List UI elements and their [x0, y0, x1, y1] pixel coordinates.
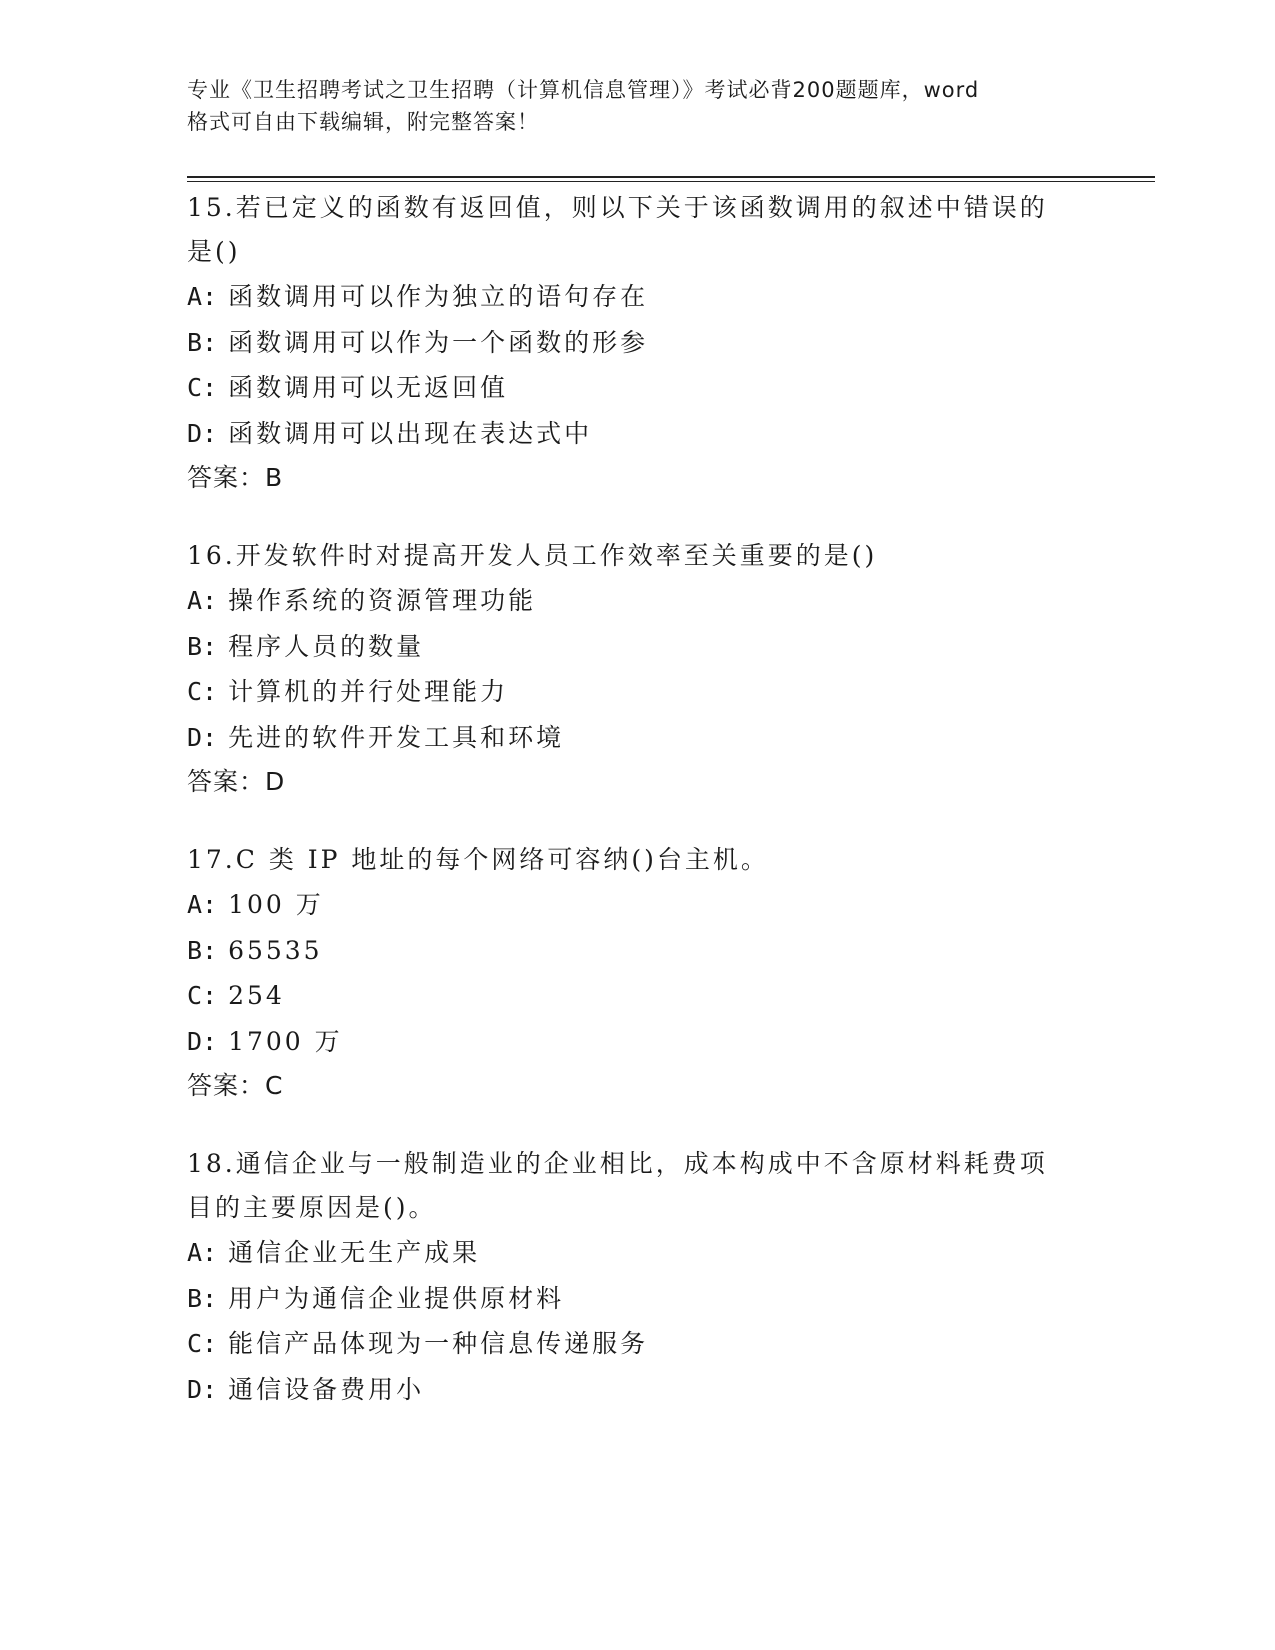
option-letter: D: — [187, 722, 218, 752]
option-letter: A: — [187, 282, 218, 311]
question-title-line-1: 18.通信企业与一般制造业的企业相比，成本构成中不含原材料耗费项 — [187, 1149, 1048, 1178]
option-text: 通信企业无生产成果 — [228, 1238, 481, 1267]
question-15 — [187, 186, 1087, 500]
option-text: 操作系统的资源管理功能 — [228, 586, 537, 615]
header-line-1: 专业《卫生招聘考试之卫生招聘（计算机信息管理）》考试必背200题题库，word — [187, 78, 980, 102]
option-b — [187, 320, 1087, 366]
option-text: 能信产品体现为一种信息传递服务 — [228, 1329, 649, 1358]
option-text: 计算机的并行处理能力 — [228, 677, 509, 706]
option-d — [187, 1019, 1087, 1065]
question-title — [187, 838, 1087, 882]
question-title-line-2: 目的主要原因是()。 — [187, 1193, 437, 1222]
option-b — [187, 928, 1087, 974]
option-text: 先进的软件开发工具和环境 — [228, 722, 565, 752]
option-letter: A: — [187, 586, 218, 615]
option-c — [187, 1321, 1087, 1367]
option-text: 程序人员的数量 — [228, 631, 425, 661]
question-17 — [187, 838, 1087, 1108]
option-letter: B: — [187, 327, 218, 357]
answer-label: 答案：C — [187, 1071, 284, 1100]
option-c — [187, 365, 1087, 411]
option-a — [187, 1230, 1087, 1276]
option-text: 100 万 — [228, 890, 324, 919]
option-d — [187, 715, 1087, 761]
option-letter: A: — [187, 1238, 218, 1267]
option-letter: D: — [187, 1026, 218, 1056]
question-title-line-2: 是() — [187, 237, 241, 266]
question-title — [187, 534, 1087, 578]
option-d — [187, 411, 1087, 457]
option-letter: B: — [187, 935, 218, 965]
question-title-line-1: 17.C 类 IP 地址的每个网络可容纳()台主机。 — [187, 845, 769, 874]
question-16 — [187, 534, 1087, 804]
option-text: 用户为通信企业提供原材料 — [228, 1283, 565, 1313]
option-a — [187, 882, 1087, 928]
option-text: 函数调用可以无返回值 — [228, 373, 509, 402]
option-text: 函数调用可以作为独立的语句存在 — [228, 282, 649, 311]
option-letter: D: — [187, 418, 218, 448]
answer-label: 答案：B — [187, 463, 284, 492]
option-letter: C: — [187, 677, 218, 706]
option-letter: B: — [187, 631, 218, 661]
option-c — [187, 973, 1087, 1019]
question-list — [187, 186, 1087, 1446]
question-title-line-1: 15.若已定义的函数有返回值，则以下关于该函数调用的叙述中错误的 — [187, 193, 1048, 222]
question-title — [187, 1142, 1087, 1230]
option-b — [187, 624, 1087, 670]
option-text: 65535 — [228, 935, 323, 965]
question-title-line-1: 16.开发软件时对提高开发人员工作效率至关重要的是() — [187, 541, 878, 570]
option-a — [187, 274, 1087, 320]
question-18 — [187, 1142, 1087, 1412]
option-letter: C: — [187, 981, 218, 1010]
header-divider-thick — [187, 176, 1155, 178]
option-b — [187, 1276, 1087, 1322]
option-text: 254 — [228, 981, 285, 1010]
answer-label: 答案：D — [187, 767, 286, 796]
option-letter: B: — [187, 1283, 218, 1313]
option-d — [187, 1367, 1087, 1413]
option-c — [187, 669, 1087, 715]
option-letter: D: — [187, 1374, 218, 1404]
option-text: 通信设备费用小 — [228, 1374, 425, 1404]
option-letter: A: — [187, 890, 218, 919]
option-letter: C: — [187, 373, 218, 402]
document-header — [187, 74, 1087, 138]
option-letter: C: — [187, 1329, 218, 1358]
header-divider-thin — [187, 181, 1155, 182]
option-text: 1700 万 — [228, 1026, 343, 1056]
question-title — [187, 186, 1087, 274]
header-line-2: 格式可自由下载编辑，附完整答案！ — [187, 110, 539, 134]
option-text: 函数调用可以出现在表达式中 — [228, 418, 593, 448]
option-text: 函数调用可以作为一个函数的形参 — [228, 327, 649, 357]
option-a — [187, 578, 1087, 624]
